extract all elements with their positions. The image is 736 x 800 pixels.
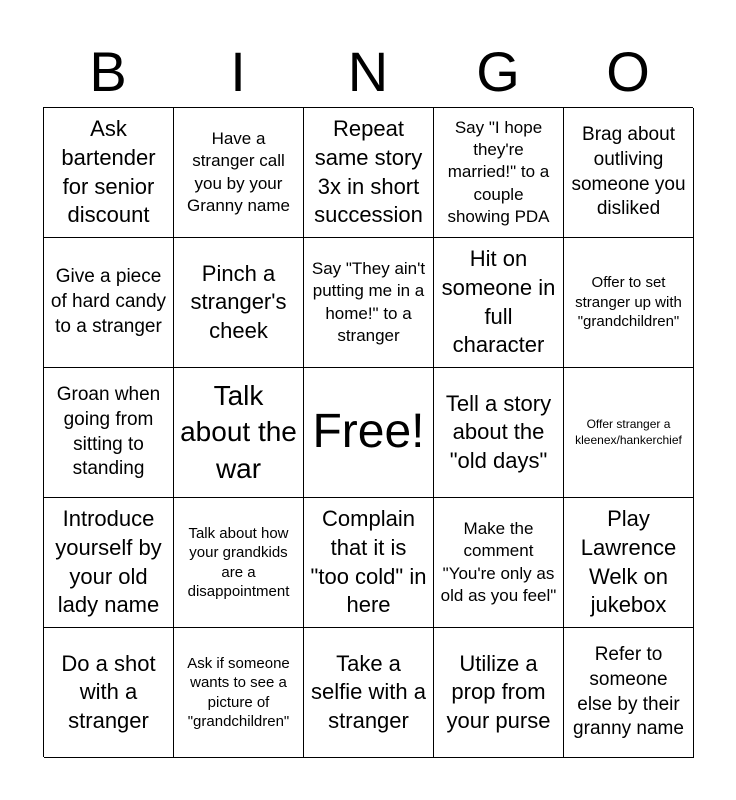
bingo-cell[interactable] — [564, 628, 694, 758]
cell-text: Play Lawrence Welk on jukebox — [580, 506, 677, 618]
bingo-cell[interactable] — [174, 368, 304, 498]
cell-text: Pinch a stranger's cheek — [190, 260, 287, 343]
bingo-header — [43, 40, 693, 104]
bingo-cell[interactable] — [564, 368, 694, 498]
bingo-cell[interactable] — [434, 628, 564, 758]
cell-text: Introduce yourself by your old lady name — [55, 506, 162, 618]
cell-text: Say "I hope they're married!" to a couple showing PDA — [447, 118, 550, 226]
header-letter-b: B — [89, 40, 127, 103]
cell-text: Talk about how your grandkids are a disappointment — [187, 524, 290, 600]
bingo-cell[interactable] — [564, 498, 694, 628]
cell-text: Ask if someone wants to see a picture of "grandchildren" — [187, 654, 290, 730]
bingo-cell[interactable] — [174, 628, 304, 758]
header-letter-i: I — [230, 40, 246, 103]
bingo-cell[interactable] — [564, 238, 694, 368]
cell-text: Offer stranger a kleenex/hankerchief — [575, 416, 682, 447]
bingo-cell[interactable] — [174, 238, 304, 368]
cell-text: Brag about outliving someone you disliked — [571, 124, 686, 220]
cell-text: Do a shot with a stranger — [61, 650, 156, 733]
bingo-cell[interactable] — [44, 628, 174, 758]
bingo-cell[interactable] — [44, 368, 174, 498]
header-letter-o: O — [606, 40, 650, 103]
bingo-cell[interactable] — [44, 238, 174, 368]
bingo-cell[interactable] — [304, 108, 434, 238]
cell-text: Hit on someone in full character — [441, 246, 556, 358]
cell-text: Refer to someone else by their granny name — [573, 644, 684, 740]
free-space-text: Free! — [312, 405, 425, 459]
bingo-cell[interactable] — [44, 108, 174, 238]
bingo-card-grid — [43, 107, 693, 757]
bingo-cell[interactable] — [304, 498, 434, 628]
cell-text: Have a stranger call you by your Granny name — [187, 129, 290, 215]
cell-text: Complain that it is "too cold" in here — [310, 506, 427, 618]
cell-text: Say "They ain't putting me in a home!" to a stranger — [311, 259, 426, 345]
cell-text: Give a piece of hard candy to a stranger — [50, 266, 167, 337]
cell-text: Offer to set stranger up with "grandchildren" — [575, 274, 682, 331]
bingo-cell[interactable] — [44, 498, 174, 628]
cell-text: Talk about the war — [180, 379, 297, 484]
cell-text: Ask bartender for senior discount — [61, 116, 156, 228]
bingo-cell[interactable] — [434, 108, 564, 238]
bingo-cell[interactable] — [304, 628, 434, 758]
cell-text: Repeat same story 3x in short succession — [314, 116, 423, 228]
cell-text: Utilize a prop from your purse — [446, 650, 551, 733]
cell-text: Tell a story about the "old days" — [445, 390, 552, 473]
cell-text: Take a selfie with a stranger — [311, 650, 426, 733]
bingo-cell[interactable] — [174, 498, 304, 628]
bingo-cell[interactable] — [434, 368, 564, 498]
bingo-cell[interactable] — [564, 108, 694, 238]
bingo-cell[interactable] — [174, 108, 304, 238]
bingo-cell[interactable] — [434, 498, 564, 628]
cell-text: Groan when going from sitting to standing — [56, 384, 161, 480]
header-letter-g: G — [476, 40, 520, 103]
free-space-cell[interactable] — [304, 368, 434, 498]
cell-text: Make the comment "You're only as old as you feel" — [440, 519, 557, 605]
bingo-cell[interactable] — [434, 238, 564, 368]
bingo-cell[interactable] — [304, 238, 434, 368]
header-letter-n: N — [347, 40, 389, 103]
